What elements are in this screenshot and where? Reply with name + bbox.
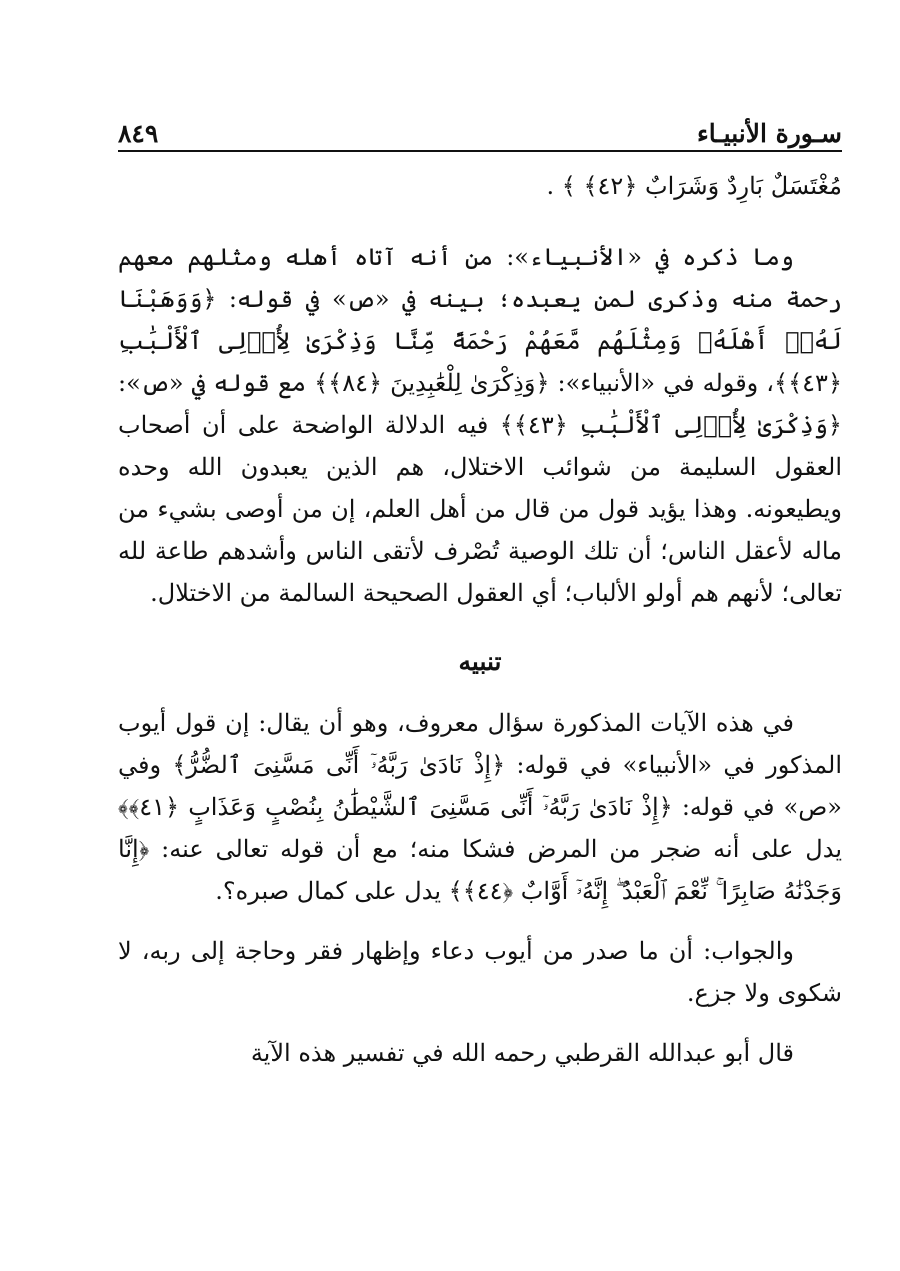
paragraph-3-text: والجواب: أن ما صدر من أيوب دعاء وإظهار فقر وحاجة إلى ربه، لا شكوى ولا جزع. — [118, 937, 842, 1007]
paragraph-4-text: قال أبو عبدالله القرطبي رحمه الله في تفسير هذه الآية — [250, 1039, 794, 1067]
paragraph-1-text: وما ذكره في «الأنبياء»: من أنه آتاه أهله ومثلهم معهم رحمة منه وذكرى لمن يعبده؛ بينه في «ص» في قوله: ﴿وَوَهَبْنَا لَهُۥٓ أَهْلَهُۥ وَمِثْلَهُم مَّعَهُمْ رَحْمَةً مِّنَّا وَذِكْرَىٰ لِأُو۟لِى ٱلْأَلْبَٰبِ ﴿٤٣﴾﴾، وقوله في «الأنبياء»: ﴿وَذِكْرَىٰ لِلْعَٰبِدِينَ ﴿٨٤﴾﴾ مع قوله في «ص»: ﴿وَذِكْرَىٰ لِأُو۟لِى ٱلْأَلْبَٰبِ ﴿٤٣﴾﴾ فيه الدلالة الواضحة على أن أصحاب العقول السليمة من شوائب الاختلال، هم الذين يعبدون الله وحده ويطيعونه. وهذا يؤيد قول من قال من أهل العلم، إن من أوصى بشيء من ماله لأعقل الناس؛ أن تلك الوصية تُصْرف لأتقى الناس وأشدهم طاعة لله تعالى؛ لأنهم هم أولو الألباب؛ أي العقول الصحيحة السالمة من الاختلال. — [118, 243, 843, 607]
section-heading: تنبيه — [458, 647, 502, 676]
paragraph-2 — [118, 702, 842, 912]
verse-continuation: مُغْتَسَلٌ بَارِدٌ وَشَرَابٌ ﴿٤٢﴾ ﴾ . — [546, 172, 842, 200]
book-page — [118, 108, 842, 1074]
paragraph-4 — [118, 1032, 842, 1074]
page-number: ٨٤٩ — [118, 119, 159, 148]
paragraph-3 — [118, 930, 842, 1014]
paragraph-1 — [118, 236, 842, 614]
page-header — [118, 108, 842, 152]
surah-title: سـورة الأنبيـاء — [696, 119, 842, 148]
paragraph-2-text: في هذه الآيات المذكورة سؤال معروف، وهو أن يقال: إن قول أيوب المذكور في «الأنبياء» في قوله: ﴿إِذْ نَادَىٰ رَبَّهُۥٓ أَنِّى مَسَّنِىَ ٱلضُّرُّ﴾ وفي «ص» في قوله: ﴿إِذْ نَادَىٰ رَبَّهُۥٓ أَنِّى مَسَّنِىَ ٱلشَّيْطَٰنُ بِنُصْبٍ وَعَذَابٍ ﴿٤١﴾﴾ يدل على أنه ضجر من المرض فشكا منه؛ مع أن قوله تعالى عنه: ﴿إِنَّا وَجَدْنَٰهُ صَابِرًا ۚ نِّعْمَ ٱلْعَبْدُ ۖ إِنَّهُۥٓ أَوَّابٌ ﴿٤٤﴾﴾ يدل على كمال صبره؟. — [118, 709, 842, 905]
